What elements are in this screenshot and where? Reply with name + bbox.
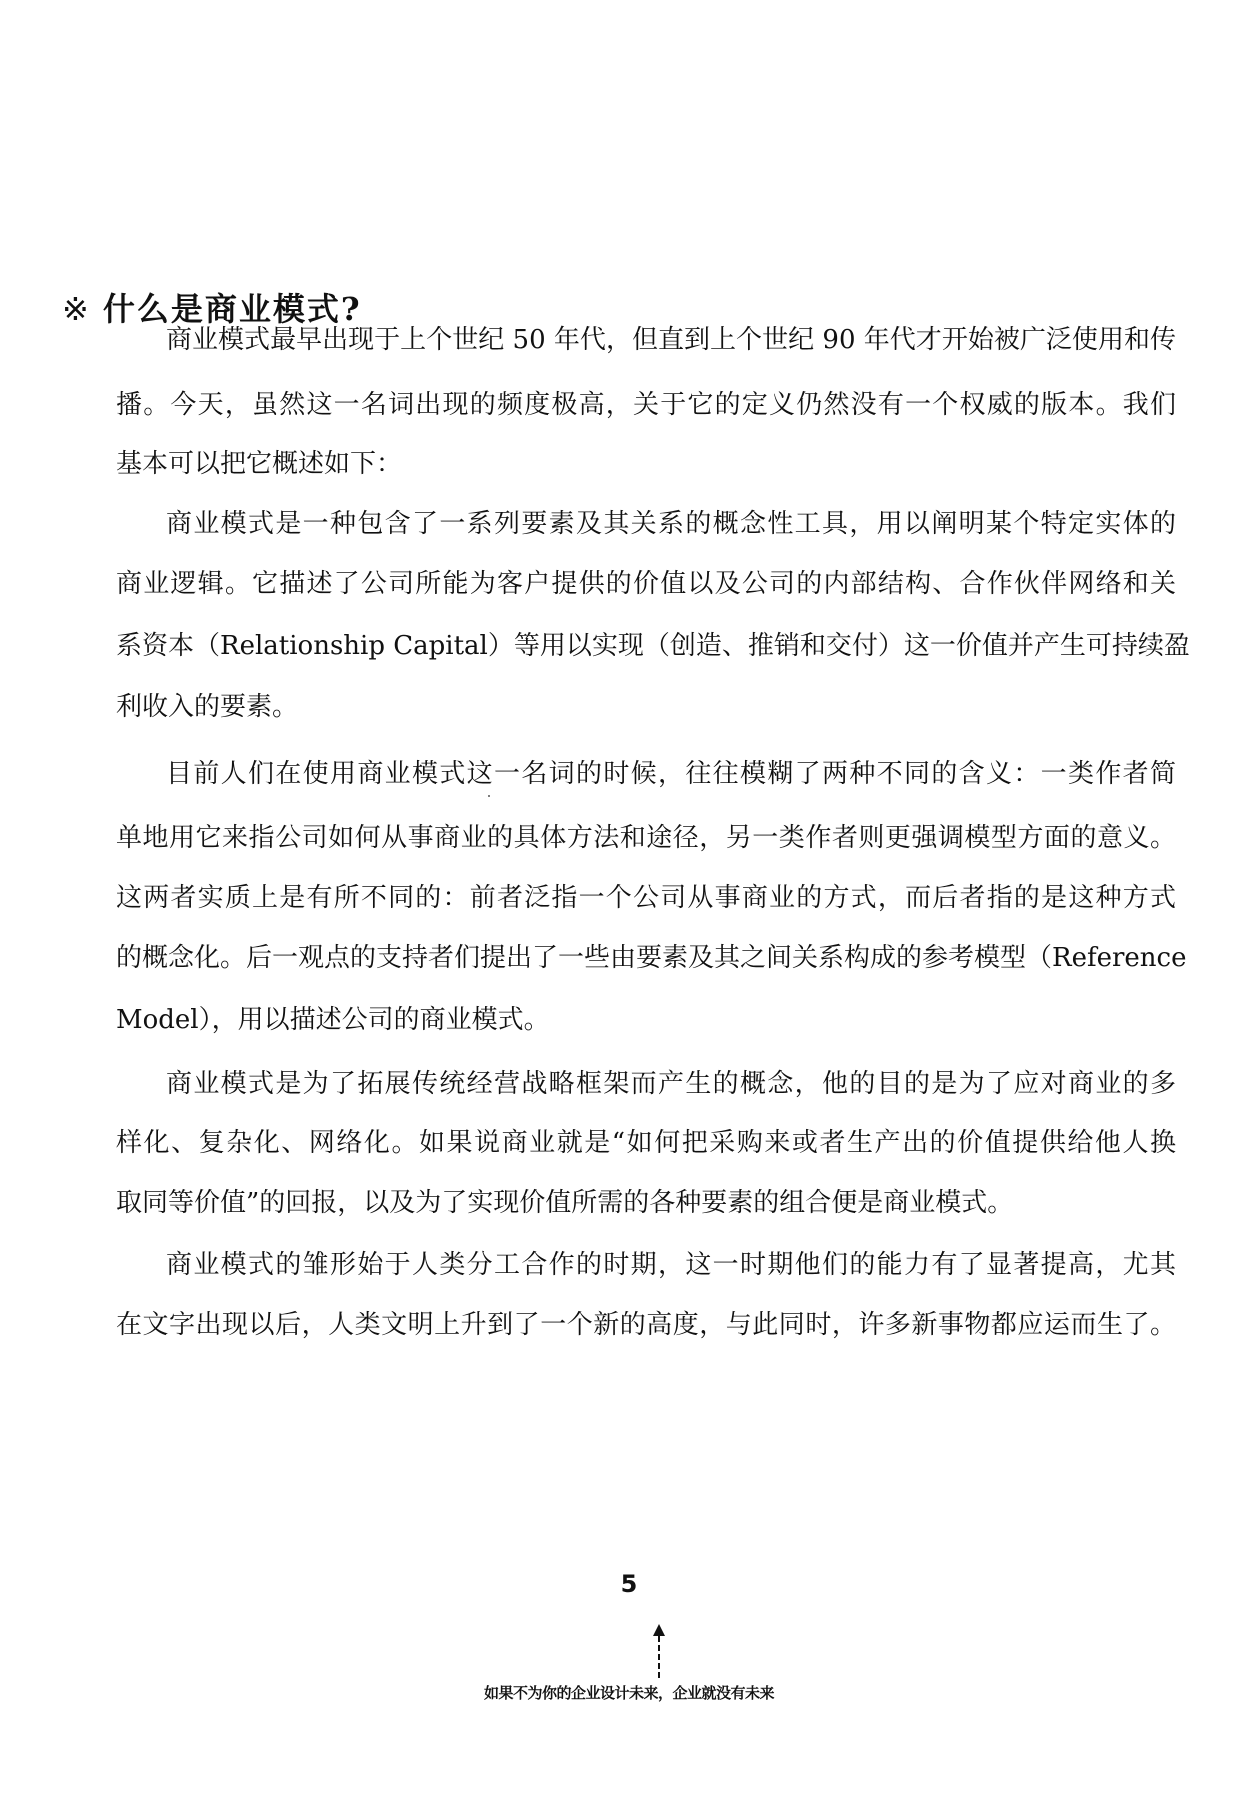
paragraph-3-line-1: 目前人们在使用商业模式这一名词的时候，往往模糊了两种不同的含义：一类作者简 [166,759,1176,789]
heading-text: 什么是商业模式? [102,290,362,328]
paragraph-2-line-3: 系资本（Relationship Capital）等用以实现（创造、推销和交付）这一价值并产生可持续盈 [116,631,1190,661]
reference-mark: ※ [62,290,91,328]
paragraph-3-line-2: 单地用它来指公司如何从事商业的具体方法和途径，另一类作者则更强调模型方面的意义。 [116,823,1176,853]
paragraph-4-line-2: 样化、复杂化、网络化。如果说商业就是“如何把采购来或者生产出的价值提供给他人换 [116,1128,1176,1158]
paragraph-4-line-3: 取同等价值”的回报，以及为了实现价值所需的各种要素的组合便是商业模式。 [116,1188,1014,1218]
paragraph-1-line-1: 商业模式最早出现于上个世纪 50 年代，但直到上个世纪 90 年代才开始被广泛使用和传 [166,325,1176,355]
up-arrow-icon [650,1624,670,1680]
scan-speck [488,795,490,797]
paragraph-2-line-4: 利收入的要素。 [116,692,299,722]
paragraph-3-line-5: Model），用以描述公司的商业模式。 [116,1005,550,1035]
paragraph-2-line-1: 商业模式是一种包含了一系列要素及其关系的概念性工具，用以阐明某个特定实体的 [166,509,1176,539]
paragraph-5-line-1: 商业模式的雏形始于人类分工合作的时期，这一时期他们的能力有了显著提高，尤其 [166,1250,1176,1280]
paragraph-1-line-2: 播。今天，虽然这一名词出现的频度极高，关于它的定义仍然没有一个权威的版本。我们 [116,390,1176,420]
paragraph-2-line-2: 商业逻辑。它描述了公司所能为客户提供的价值以及公司的内部结构、合作伙伴网络和关 [116,569,1176,599]
page-number: 5 [620,1570,638,1598]
paragraph-1-line-3: 基本可以把它概述如下： [116,449,403,479]
footer-slogan: 如果不为你的企业设计未来，企业就没有未来 [483,1684,774,1702]
paragraph-5-line-2: 在文字出现以后，人类文明上升到了一个新的高度，与此同时，许多新事物都应运而生了。 [116,1310,1176,1340]
paragraph-4-line-1: 商业模式是为了拓展传统经营战略框架而产生的概念，他的目的是为了应对商业的多 [166,1069,1176,1099]
paragraph-3-line-4: 的概念化。后一观点的支持者们提出了一些由要素及其之间关系构成的参考模型（Reference [116,943,1187,973]
paragraph-3-line-3: 这两者实质上是有所不同的：前者泛指一个公司从事商业的方式，而后者指的是这种方式 [116,883,1176,913]
